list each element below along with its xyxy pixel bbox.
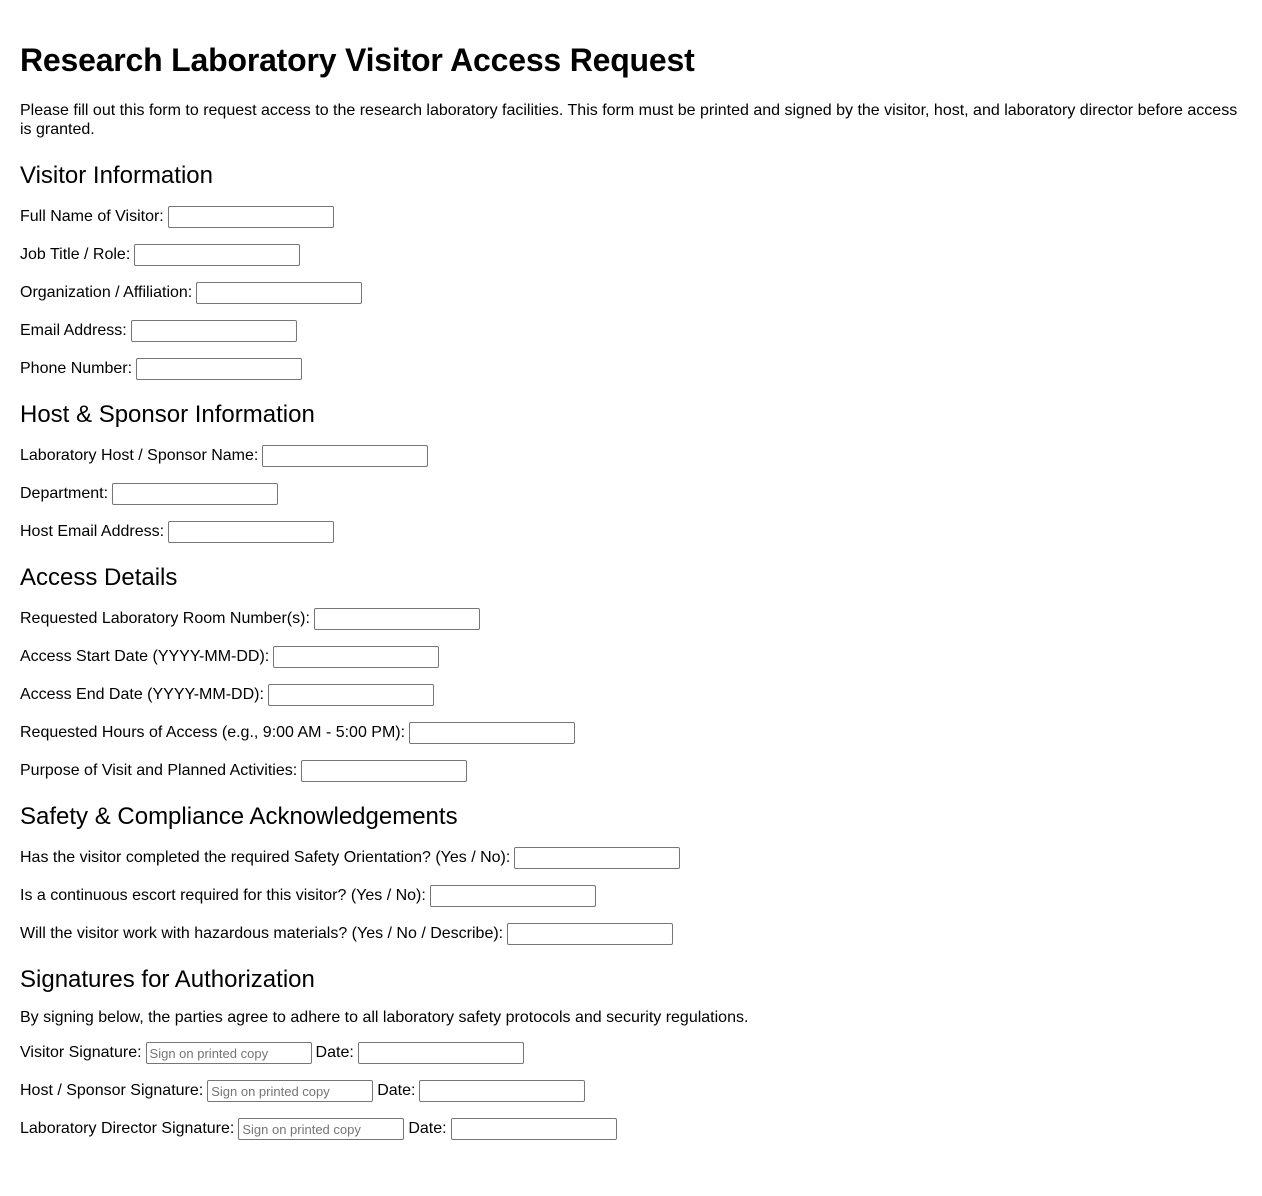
start-date-input[interactable] <box>273 646 439 668</box>
start-date-row <box>20 646 1242 668</box>
hours-row <box>20 722 1242 744</box>
signature-fields <box>20 1042 1242 1140</box>
signatures-section-heading: Signatures for Authorization <box>20 966 315 993</box>
job-title-input[interactable] <box>134 244 300 266</box>
organization-label: Organization / Affiliation: <box>20 284 193 301</box>
department-row <box>20 483 1242 505</box>
host-signature-row <box>20 1080 1242 1102</box>
purpose-label: Purpose of Visit and Planned Activities: <box>20 762 298 779</box>
escort-label: Is a continuous escort required for this visitor? (Yes / No): <box>20 887 426 904</box>
host-email-label: Host Email Address: <box>20 523 165 540</box>
host-signature-label: Host / Sponsor Signature: <box>20 1082 204 1099</box>
room-label: Requested Laboratory Room Number(s): <box>20 610 310 627</box>
sponsor-name-label: Laboratory Host / Sponsor Name: <box>20 447 259 464</box>
visitor-section-heading: Visitor Information <box>20 162 213 189</box>
director-date-label: Date: <box>408 1120 447 1137</box>
start-date-label: Access Start Date (YYYY-MM-DD): <box>20 648 270 665</box>
end-date-row <box>20 684 1242 706</box>
full-name-label: Full Name of Visitor: <box>20 208 164 225</box>
escort-input[interactable] <box>430 885 596 907</box>
department-label: Department: <box>20 485 109 502</box>
director-signature-row <box>20 1118 1242 1140</box>
signatures-note: By signing below, the parties agree to adhere to all laboratory safety protocols and security regulations. <box>20 1009 749 1026</box>
access-section-heading: Access Details <box>20 564 178 591</box>
visitor-signature-input[interactable] <box>146 1042 312 1064</box>
purpose-input[interactable] <box>301 760 467 782</box>
visitor-signature-row <box>20 1042 1242 1064</box>
email-input[interactable] <box>131 320 297 342</box>
director-signature-input[interactable] <box>238 1118 404 1140</box>
host-date-input[interactable] <box>419 1080 585 1102</box>
hazardous-row <box>20 923 1242 945</box>
room-row <box>20 608 1242 630</box>
job-title-row <box>20 244 1242 266</box>
room-input[interactable] <box>314 608 480 630</box>
full-name-input[interactable] <box>168 206 334 228</box>
end-date-input[interactable] <box>268 684 434 706</box>
sponsor-name-input[interactable] <box>262 445 428 467</box>
orientation-label: Has the visitor completed the required Safety Orientation? (Yes / No): <box>20 849 511 866</box>
phone-input[interactable] <box>136 358 302 380</box>
email-label: Email Address: <box>20 322 127 339</box>
host-section-heading: Host & Sponsor Information <box>20 401 315 428</box>
intro-text: Please fill out this form to request access to the research laboratory facilities. This form must be printed and signed by the visitor, host, and laboratory director before access is granted. <box>20 102 1238 138</box>
visitor-date-label: Date: <box>315 1044 354 1061</box>
visitor-fields <box>20 206 1242 380</box>
safety-section-heading: Safety & Compliance Acknowledgements <box>20 803 458 830</box>
hours-label: Requested Hours of Access (e.g., 9:00 AM - 5:00 PM): <box>20 724 406 741</box>
director-signature-label: Laboratory Director Signature: <box>20 1120 235 1137</box>
director-date-input[interactable] <box>451 1118 617 1140</box>
host-date-label: Date: <box>377 1082 416 1099</box>
organization-row <box>20 282 1242 304</box>
visitor-signature-label: Visitor Signature: <box>20 1044 142 1061</box>
page-title: Research Laboratory Visitor Access Request <box>20 42 695 78</box>
phone-row <box>20 358 1242 380</box>
full-name-row <box>20 206 1242 228</box>
hours-input[interactable] <box>409 722 575 744</box>
hazardous-label: Will the visitor work with hazardous materials? (Yes / No / Describe): <box>20 925 504 942</box>
host-signature-input[interactable] <box>207 1080 373 1102</box>
access-fields <box>20 608 1242 782</box>
visitor-date-input[interactable] <box>358 1042 524 1064</box>
email-row <box>20 320 1242 342</box>
host-fields <box>20 445 1242 543</box>
phone-label: Phone Number: <box>20 360 133 377</box>
job-title-label: Job Title / Role: <box>20 246 131 263</box>
host-email-row <box>20 521 1242 543</box>
host-email-input[interactable] <box>168 521 334 543</box>
hazardous-input[interactable] <box>507 923 673 945</box>
organization-input[interactable] <box>196 282 362 304</box>
purpose-row <box>20 760 1242 782</box>
escort-row <box>20 885 1242 907</box>
department-input[interactable] <box>112 483 278 505</box>
end-date-label: Access End Date (YYYY-MM-DD): <box>20 686 264 703</box>
safety-fields <box>20 847 1242 945</box>
orientation-row <box>20 847 1242 869</box>
sponsor-name-row <box>20 445 1242 467</box>
orientation-input[interactable] <box>514 847 680 869</box>
